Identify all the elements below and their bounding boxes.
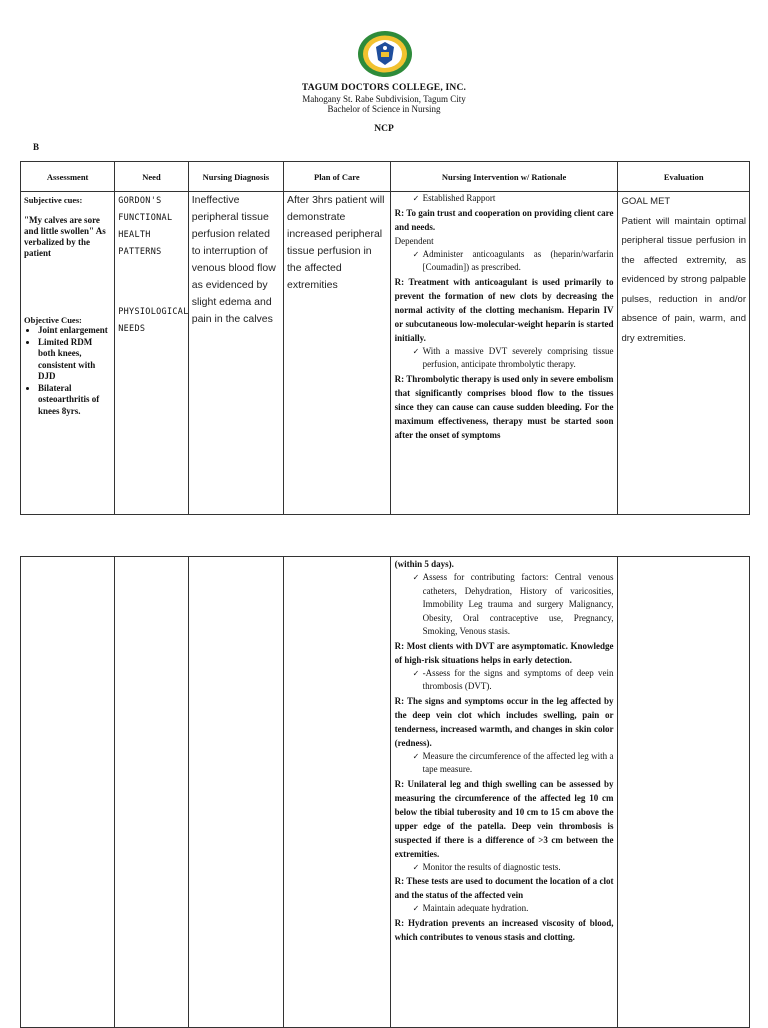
rationale: R: To gain trust and cooperation on providing client care and needs. bbox=[394, 207, 614, 232]
subjective-heading: Subjective cues: bbox=[24, 195, 83, 205]
dependent-label: Dependent bbox=[394, 235, 434, 246]
assessment-cell bbox=[21, 192, 115, 515]
intervention-item: ✓ Assess for contributing factors: Central venous catheters, Dehydration, History of varicosities, Immobility Leg trauma and surgery Malignancy, Obesity, Oral contraceptive use, Pregnancy, Smoking, Venous stasis. bbox=[395, 571, 614, 639]
college-seal-icon bbox=[357, 30, 413, 78]
column-header-diagnosis: Nursing Diagnosis bbox=[188, 162, 283, 192]
intervention-item: ✓ Monitor the results of diagnostic tests. bbox=[395, 861, 614, 875]
column-header-evaluation: Evaluation bbox=[618, 162, 750, 192]
column-header-intervention: Nursing Intervention w/ Rationale bbox=[390, 162, 618, 192]
intervention-item: ✓ Administer anticoagulants as (heparin/warfarin [Coumadin]) as prescribed. bbox=[395, 248, 614, 275]
rationale: R: Treatment with anticoagulant is used primarily to prevent the formation of new clots by decreasing the normal activity of the clotting mechanism. Heparin IV or subcutaneous low-molecular-weight heparin is started initially. bbox=[394, 276, 614, 343]
rationale: R: Thrombolytic therapy is used only in severe embolism that significantly comprises blood flow to the tissues since they can cause can cause sudden bleeding. For the maximum effectiveness, therapy must be started soon after the onset of symptoms bbox=[394, 373, 614, 440]
subjective-quote: "My calves are sore and little swollen" As verbalized by the patient bbox=[24, 215, 106, 258]
intervention-item: ✓ Maintain adequate hydration. bbox=[395, 902, 614, 916]
list-item: • Bilateral osteoarthritis of knees 8yrs. bbox=[38, 383, 111, 418]
intervention-item: ✓ Measure the circumference of the affected leg with a tape measure. bbox=[395, 750, 614, 777]
rationale: R: Unilateral leg and thigh swelling can be assessed by measuring the circumference of the affected leg 10 cm below the tibial tuberosity and 10 cm to 15 cm above the upper edge of the patella. Deep vein thrombosis is suspected if there is a difference of >3 cm between the extremities. bbox=[394, 778, 614, 859]
plan-cell bbox=[284, 192, 391, 515]
plan-of-care: After 3hrs patient will demonstrate increased peripheral tissue perfusion in the affected extremities bbox=[287, 194, 385, 291]
intervention-item: ✓ -Assess for the signs and symptoms of deep vein thrombosis (DVT). bbox=[395, 667, 614, 694]
assessment-cell bbox=[21, 557, 115, 1028]
evaluation-text: Patient will maintain optimal peripheral tissue perfusion in the affected extremity, as evidenced by strong palpable pulses, reduction in and/or absence of pain, warm, and dry extremities. bbox=[621, 215, 746, 344]
rationale: R: The signs and symptoms occur in the leg affected by the deep vein clot which includes swelling, pain or tenderness, increased warmth, and changes in skin color (redness). bbox=[394, 695, 614, 748]
rationale: R: Most clients with DVT are asymptomatic. Knowledge of high-risk situations helps in early detection. bbox=[394, 640, 614, 665]
list-item: • Limited RDM both knees, consistent with DJD bbox=[38, 337, 111, 383]
evaluation-cell bbox=[618, 192, 750, 515]
school-name: TAGUM DOCTORS COLLEGE, INC. bbox=[301, 83, 467, 93]
intervention-item: ✓ With a massive DVT severely comprising tissue perfusion, anticipate thrombolytic therapy. bbox=[395, 345, 614, 372]
table-row bbox=[21, 192, 750, 515]
table-row bbox=[21, 557, 750, 1028]
list-item: • Joint enlargement bbox=[38, 325, 111, 337]
column-header-plan: Plan of Care bbox=[284, 162, 391, 192]
goal-status: GOAL MET bbox=[621, 196, 671, 207]
objective-heading: Objective Cues: bbox=[24, 315, 82, 325]
intervention-cell bbox=[390, 192, 618, 515]
nursing-diagnosis: Ineffective peripheral tissue perfusion related to interruption of venous blood flow as evidenced by slight edema and pain in the calves bbox=[191, 194, 276, 325]
need-gordon: GORDON'S FUNCTIONAL HEALTH PATTERNS bbox=[118, 196, 173, 257]
school-address: Mahogany St. Rabe Subdivision, Tagum City bbox=[302, 94, 466, 104]
plan-cell bbox=[284, 557, 391, 1028]
section-label: B bbox=[33, 142, 40, 152]
intervention-cell bbox=[390, 557, 618, 1028]
objective-list bbox=[24, 325, 111, 417]
care-plan-table-page-2 bbox=[20, 556, 750, 1028]
rationale-continuation: (within 5 days). bbox=[394, 559, 454, 569]
diagnosis-cell bbox=[188, 192, 283, 515]
rationale: R: These tests are used to document the location of a clot and the status of the affected vein bbox=[394, 876, 614, 900]
need-physiological: PHYSIOLOGICAL NEEDS bbox=[118, 307, 189, 334]
column-header-need: Need bbox=[115, 162, 189, 192]
diagnosis-cell bbox=[188, 557, 283, 1028]
evaluation-cell bbox=[618, 557, 750, 1028]
program-name: Bachelor of Science in Nursing bbox=[327, 104, 441, 114]
intervention-item: ✓ Established Rapport bbox=[395, 192, 614, 206]
need-cell bbox=[115, 557, 189, 1028]
column-header-assessment: Assessment bbox=[21, 162, 115, 192]
need-cell bbox=[115, 192, 189, 515]
header-row bbox=[21, 162, 750, 192]
document-title: NCP bbox=[374, 124, 394, 134]
care-plan-table-page-1 bbox=[20, 161, 750, 515]
rationale: R: Hydration prevents an increased viscosity of blood, which contributes to venous stasis and clotting. bbox=[394, 917, 614, 942]
